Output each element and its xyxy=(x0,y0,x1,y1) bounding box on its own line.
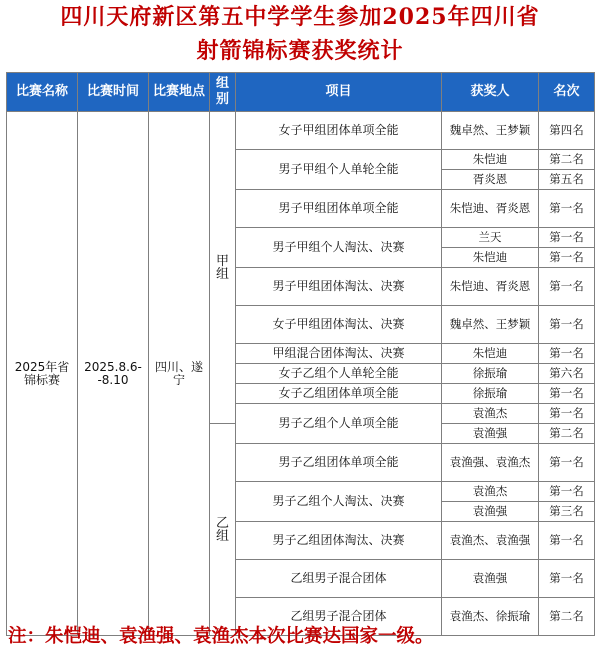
rank-cell: 第一名 xyxy=(539,306,595,344)
header-rank: 名次 xyxy=(539,73,595,112)
winner-cell: 袁渔杰 xyxy=(442,404,539,424)
award-table xyxy=(6,72,595,636)
header-event-time: 比赛时间 xyxy=(78,73,149,112)
item-cell: 男子乙组个人单项全能 xyxy=(236,404,442,444)
winner-cell: 朱恺迪、胥炎恩 xyxy=(442,190,539,228)
item-cell: 男子甲组团体单项全能 xyxy=(236,190,442,228)
item-cell: 男子乙组个人淘汰、决赛 xyxy=(236,482,442,522)
rank-cell: 第一名 xyxy=(539,560,595,598)
header-group: 组别 xyxy=(210,73,236,112)
rank-cell: 第一名 xyxy=(539,228,595,248)
group-cell-jia: 甲组 xyxy=(210,112,236,424)
winner-cell: 胥炎恩 xyxy=(442,170,539,190)
rank-cell: 第二名 xyxy=(539,424,595,444)
rank-cell: 第二名 xyxy=(539,150,595,170)
winner-cell: 朱恺迪、胥炎恩 xyxy=(442,268,539,306)
rank-cell: 第三名 xyxy=(539,502,595,522)
item-cell: 男子乙组团体淘汰、决赛 xyxy=(236,522,442,560)
header-item: 项目 xyxy=(236,73,442,112)
header-winner: 获奖人 xyxy=(442,73,539,112)
rank-cell: 第一名 xyxy=(539,444,595,482)
rank-cell: 第一名 xyxy=(539,522,595,560)
winner-cell: 徐振瑜 xyxy=(442,364,539,384)
rank-cell: 第一名 xyxy=(539,404,595,424)
item-cell: 女子甲组团体单项全能 xyxy=(236,112,442,150)
item-cell: 甲组混合团体淘汰、决赛 xyxy=(236,344,442,364)
event-place-cell: 四川、遂宁 xyxy=(149,112,210,636)
rank-cell: 第一名 xyxy=(539,344,595,364)
item-cell: 女子乙组团体单项全能 xyxy=(236,384,442,404)
winner-cell: 魏卓然、王梦颖 xyxy=(442,112,539,150)
rank-cell: 第一名 xyxy=(539,268,595,306)
header-event-place: 比赛地点 xyxy=(149,73,210,112)
document-title xyxy=(0,0,600,72)
winner-cell: 袁渔杰 xyxy=(442,482,539,502)
rank-cell: 第一名 xyxy=(539,482,595,502)
event-name-cell: 2025年省锦标赛 xyxy=(7,112,78,636)
group-cell-yi: 乙组 xyxy=(210,424,236,636)
rank-cell: 第一名 xyxy=(539,190,595,228)
item-cell: 女子乙组个人单轮全能 xyxy=(236,364,442,384)
item-cell: 男子甲组团体淘汰、决赛 xyxy=(236,268,442,306)
winner-cell: 袁渔强 xyxy=(442,424,539,444)
rank-cell: 第一名 xyxy=(539,384,595,404)
title-line-2: 射箭锦标赛获奖统计 xyxy=(196,38,404,64)
winner-cell: 袁渔杰、徐振瑜 xyxy=(442,598,539,636)
winner-cell: 徐振瑜 xyxy=(442,384,539,404)
rank-cell: 第六名 xyxy=(539,364,595,384)
item-cell: 男子甲组个人单轮全能 xyxy=(236,150,442,190)
item-cell: 男子甲组个人淘汰、决赛 xyxy=(236,228,442,268)
winner-cell: 兰天 xyxy=(442,228,539,248)
rank-cell: 第四名 xyxy=(539,112,595,150)
award-table-body xyxy=(7,112,595,636)
winner-cell: 袁渔强 xyxy=(442,502,539,522)
winner-cell: 朱恺迪 xyxy=(442,248,539,268)
header-event-name: 比赛名称 xyxy=(7,73,78,112)
winner-cell: 袁渔强 xyxy=(442,560,539,598)
footnote: 注：朱恺迪、袁渔强、袁渔杰本次比赛达国家一级。 xyxy=(8,626,434,647)
event-time-cell: 2025.8.6--8.10 xyxy=(78,112,149,636)
winner-cell: 朱恺迪 xyxy=(442,344,539,364)
winner-cell: 袁渔杰、袁渔强 xyxy=(442,522,539,560)
rank-cell: 第一名 xyxy=(539,248,595,268)
header-row xyxy=(7,73,595,112)
item-cell: 男子乙组团体单项全能 xyxy=(236,444,442,482)
rank-cell: 第二名 xyxy=(539,598,595,636)
winner-cell: 魏卓然、王梦颖 xyxy=(442,306,539,344)
rank-cell: 第五名 xyxy=(539,170,595,190)
title-line-1: 四川天府新区第五中学学生参加2025年四川省 xyxy=(60,4,540,30)
winner-cell: 朱恺迪 xyxy=(442,150,539,170)
item-cell: 乙组男子混合团体 xyxy=(236,598,442,636)
table-row xyxy=(7,112,595,150)
item-cell: 女子甲组团体淘汰、决赛 xyxy=(236,306,442,344)
winner-cell: 袁渔强、袁渔杰 xyxy=(442,444,539,482)
item-cell: 乙组男子混合团体 xyxy=(236,560,442,598)
